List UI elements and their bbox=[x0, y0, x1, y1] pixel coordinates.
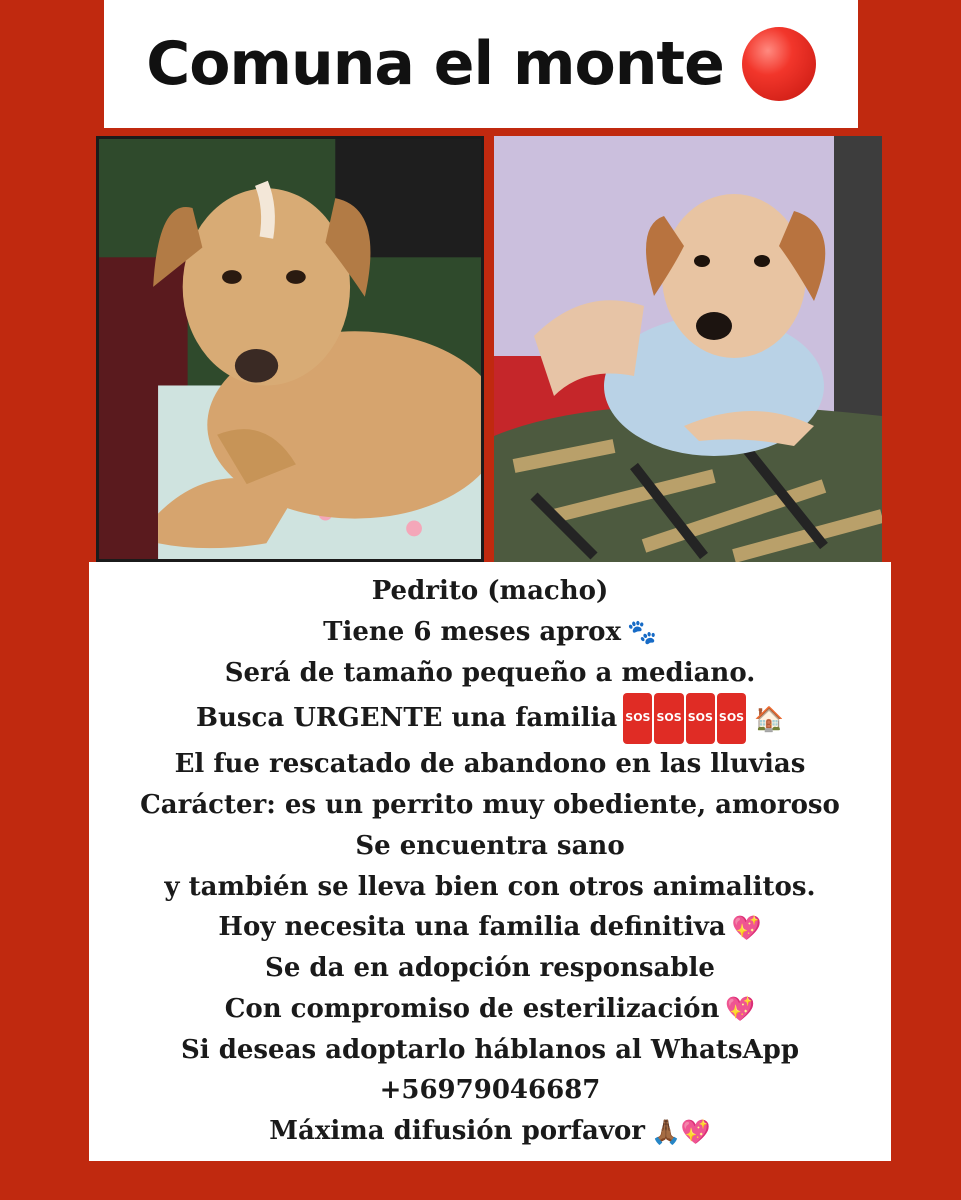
post-line-contact bbox=[181, 1030, 799, 1071]
post-line-text: Se da en adopción responsable bbox=[265, 953, 715, 984]
post-line-size bbox=[225, 653, 756, 694]
sos-icon: SOS bbox=[654, 693, 683, 744]
page-title: Comuna el monte bbox=[146, 29, 724, 99]
post-line-name bbox=[372, 571, 609, 612]
post-line-need bbox=[218, 907, 761, 948]
dog-photo-right bbox=[494, 136, 882, 562]
post-line-character bbox=[140, 785, 840, 826]
post-line-text: Carácter: es un perrito muy obediente, amoroso bbox=[140, 789, 840, 820]
sos-icon: SOS bbox=[623, 693, 652, 744]
post-line-text: Hoy necesita una familia definitiva bbox=[218, 912, 726, 943]
adoption-post-text bbox=[89, 562, 891, 1161]
post-line-text: +56979046687 bbox=[379, 1075, 601, 1106]
post-line-rescue bbox=[175, 744, 806, 785]
post-line-health bbox=[355, 826, 624, 867]
praying-hands-heart-icon: 🙏🏾💖 bbox=[651, 1116, 711, 1146]
post-line-text: Si deseas adoptarlo háblanos al WhatsApp bbox=[180, 1034, 799, 1065]
sos-icons bbox=[623, 693, 748, 744]
post-line-share bbox=[269, 1111, 711, 1152]
title-banner bbox=[104, 0, 858, 128]
post-line-responsible bbox=[265, 948, 715, 989]
post-line-text: Tiene 6 meses aprox bbox=[323, 616, 621, 647]
house-icon: 🏠 bbox=[754, 703, 784, 733]
sos-icon: SOS bbox=[717, 693, 746, 744]
sparkling-heart-icon: 💖 bbox=[731, 912, 762, 942]
phone-number bbox=[380, 1070, 601, 1111]
post-line-text: Será de tamaño pequeño a mediano. bbox=[224, 657, 756, 688]
red-circle-icon bbox=[742, 27, 816, 101]
post-line-text: Busca URGENTE una familia bbox=[196, 703, 618, 734]
post-line-sterilization bbox=[225, 989, 756, 1030]
post-line-social bbox=[164, 867, 815, 908]
post-line-text: y también se lleva bien con otros animalitos. bbox=[164, 871, 816, 902]
post-line-text: El fue rescatado de abandono en las lluvias bbox=[174, 749, 806, 780]
post-line-text: Con compromiso de esterilización bbox=[224, 993, 720, 1024]
post-line-text: Pedrito (macho) bbox=[371, 575, 609, 606]
sparkling-heart-icon: 💖 bbox=[725, 994, 756, 1024]
post-line-age bbox=[323, 612, 657, 653]
paw-prints-icon: 🐾 bbox=[627, 617, 657, 647]
sos-icon: SOS bbox=[686, 693, 715, 744]
post-line-text: Se encuentra sano bbox=[355, 830, 625, 861]
dog-photo-left bbox=[96, 136, 484, 562]
post-line-urgent bbox=[196, 693, 784, 744]
post-line-text: Máxima difusión porfavor bbox=[269, 1116, 645, 1147]
